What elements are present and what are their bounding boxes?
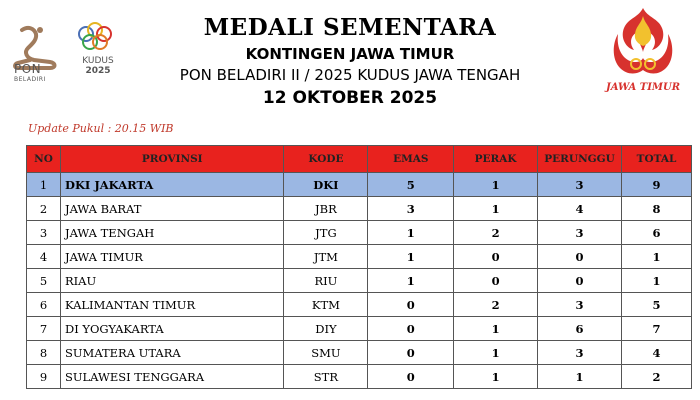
table-row	[27, 269, 692, 293]
cell-perunggu: 0	[538, 269, 622, 293]
cell-perunggu: 3	[538, 221, 622, 245]
cell-provinsi: DKI JAKARTA	[60, 173, 284, 197]
cell-kode: STR	[284, 365, 368, 389]
cell-perak: 1	[454, 173, 538, 197]
cell-total: 1	[622, 245, 692, 269]
table-row	[27, 221, 692, 245]
cell-emas: 1	[368, 269, 454, 293]
table-row	[27, 245, 692, 269]
table-row	[27, 317, 692, 341]
cell-no: 4	[27, 245, 61, 269]
cell-no: 9	[27, 365, 61, 389]
cell-no: 6	[27, 293, 61, 317]
cell-perak: 0	[454, 269, 538, 293]
cell-provinsi: RIAU	[60, 269, 284, 293]
jawa-timur-emblem	[598, 4, 688, 100]
cell-no: 7	[27, 317, 61, 341]
cell-total: 5	[622, 293, 692, 317]
cell-kode: KTM	[284, 293, 368, 317]
table-row	[27, 293, 692, 317]
cell-total: 6	[622, 221, 692, 245]
cell-emas: 0	[368, 317, 454, 341]
cell-provinsi: KALIMANTAN TIMUR	[60, 293, 284, 317]
cell-emas: 0	[368, 341, 454, 365]
cell-perak: 1	[454, 197, 538, 221]
cell-perunggu: 4	[538, 197, 622, 221]
cell-provinsi: JAWA BARAT	[60, 197, 284, 221]
cell-emas: 5	[368, 173, 454, 197]
col-header-no: NO	[27, 146, 61, 173]
col-header-perunggu: PERUNGGU	[538, 146, 622, 173]
cell-perak: 1	[454, 341, 538, 365]
cell-kode: SMU	[284, 341, 368, 365]
cell-emas: 1	[368, 221, 454, 245]
cell-no: 2	[27, 197, 61, 221]
cell-perak: 2	[454, 221, 538, 245]
cell-kode: JTM	[284, 245, 368, 269]
cell-perunggu: 3	[538, 341, 622, 365]
cell-perunggu: 1	[538, 365, 622, 389]
cell-emas: 1	[368, 245, 454, 269]
cell-kode: DKI	[284, 173, 368, 197]
cell-kode: JTG	[284, 221, 368, 245]
cell-provinsi: JAWA TIMUR	[60, 245, 284, 269]
kudus-logo-text	[78, 56, 118, 76]
table-header-row	[27, 146, 692, 173]
cell-emas: 0	[368, 365, 454, 389]
event-name: PON BELADIRI II / 2025 KUDUS JAWA TENGAH	[179, 66, 521, 84]
pon-logo-subtext: BELADIRI	[14, 76, 46, 83]
cell-no: 1	[27, 173, 61, 197]
col-header-emas: EMAS	[368, 146, 454, 173]
cell-kode: DIY	[284, 317, 368, 341]
cell-perunggu: 6	[538, 317, 622, 341]
jawa-timur-emblem-text: JAWA TIMUR	[605, 82, 681, 93]
cell-perak: 2	[454, 293, 538, 317]
cell-total: 9	[622, 173, 692, 197]
cell-total: 2	[622, 365, 692, 389]
pon-logo-text: PON	[14, 62, 42, 76]
cell-no: 3	[27, 221, 61, 245]
update-time: Update Pukul : 20.15 WIB	[28, 122, 174, 135]
table-row	[27, 365, 692, 389]
cell-no: 5	[27, 269, 61, 293]
col-header-total: TOTAL	[622, 146, 692, 173]
col-header-kode: KODE	[284, 146, 368, 173]
cell-no: 8	[27, 341, 61, 365]
cell-total: 7	[622, 317, 692, 341]
kudus-logo-line1: KUDUS	[82, 56, 114, 66]
cell-emas: 3	[368, 197, 454, 221]
page-subtitle: KONTINGEN JAWA TIMUR	[245, 45, 455, 63]
cell-provinsi: DI YOGYAKARTA	[60, 317, 284, 341]
cell-provinsi: JAWA TENGAH	[60, 221, 284, 245]
cell-total: 1	[622, 269, 692, 293]
cell-perunggu: 3	[538, 293, 622, 317]
cell-total: 8	[622, 197, 692, 221]
table-row	[27, 197, 692, 221]
cell-perunggu: 3	[538, 173, 622, 197]
page-title: MEDALI SEMENTARA	[203, 14, 497, 41]
col-header-perak: PERAK	[454, 146, 538, 173]
medal-table	[26, 145, 692, 389]
cell-perak: 1	[454, 317, 538, 341]
col-header-provinsi: PROVINSI	[60, 146, 284, 173]
report-date: 12 OKTOBER 2025	[262, 88, 438, 108]
cell-provinsi: SULAWESI TENGGARA	[60, 365, 284, 389]
cell-provinsi: SUMATERA UTARA	[60, 341, 284, 365]
table-row	[27, 341, 692, 365]
cell-total: 4	[622, 341, 692, 365]
cell-kode: RIU	[284, 269, 368, 293]
cell-perunggu: 0	[538, 245, 622, 269]
cell-kode: JBR	[284, 197, 368, 221]
cell-perak: 1	[454, 365, 538, 389]
table-row	[27, 173, 692, 197]
cell-perak: 0	[454, 245, 538, 269]
kudus-logo-line2: 2025	[85, 66, 111, 76]
cell-emas: 0	[368, 293, 454, 317]
